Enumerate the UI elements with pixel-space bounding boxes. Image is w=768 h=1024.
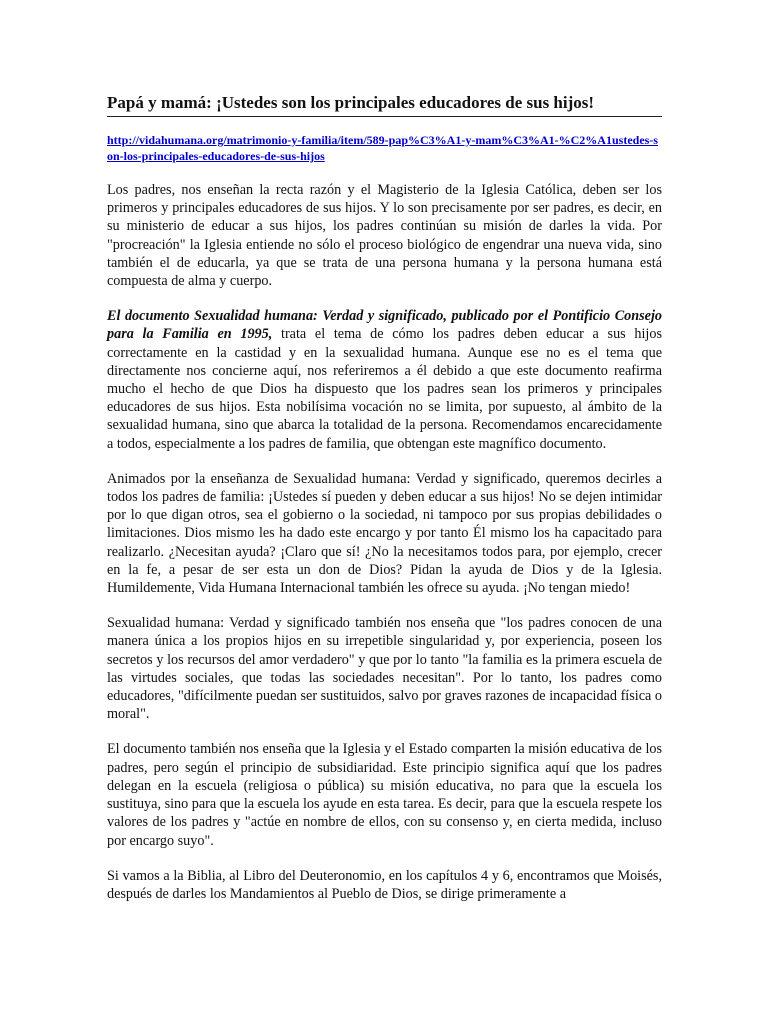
paragraph-1-text: Los padres, nos enseñan la recta razón y el Magisterio de la Iglesia Católica, deben ser los primeros y principales educadores de sus hijos. Y lo son precisamente por ser padres, es decir, en su ministerio de educar a sus hijos, los padres continúan su misión de darles la vida. Por "procreación" la Iglesia entiende no sólo el proceso biológico de engendrar una nueva vida, sino también el de educarla, ya que se trata de una persona humana y la persona humana está compuesta de alma y cuerpo. — [107, 182, 662, 290]
paragraph-2-text: trata el tema de cómo los padres deben educar a sus hijos correctamente en la castidad y en la sexualidad humana. Aunque ese no es el tema que directamente nos concierne aquí, nos referiremos a él debido a que este documento reafirma mucho el hecho de que Dios ha dispuesto que los padres sean los primeros y principales educadores de sus hijos. Esta nobilísima vocación no se limita, por supuesto, al ámbito de la sexualidad humana, sino que abarca la totalidad de la persona. Recomendamos encarecidamente a todos, especialmente a los padres de familia, que obtengan este magnífico documento. — [107, 326, 662, 452]
paragraph-4 — [107, 614, 662, 723]
paragraph-3-text: Animados por la enseñanza de Sexualidad humana: Verdad y significado, queremos decirles a todos los padres de familia: ¡Ustedes sí pueden y deben educar a sus hijos! No se dejen intimidar por lo que digan otros, sea el gobierno o la sociedad, ni tampoco por sus propias debilidades o limitaciones. Dios mismo les ha dado este encargo y por tanto Él mismo los ha capacitado para realizarlo. ¿Necesitan ayuda? ¡Claro que sí! ¿No la necesitamos todos para, por ejemplo, crecer en la fe, a pesar de ser esta un don de Dios? Pidan la ayuda de Dios y de la Iglesia. Humildemente, Vida Humana Internacional también les ofrece su ayuda. ¡No tengan miedo! — [107, 470, 662, 597]
paragraph-2-lead: El documento Sexualidad humana: Verdad y significado, publicado por el Pontificio Consejo para la Familia en 1995, — [107, 308, 662, 343]
paragraph-5-text: El documento también nos enseña que la Iglesia y el Estado comparten la misión educativa de los padres, pero según el principio de subsidiaridad. Este principio significa aquí que los padres delegan en la escuela (religiosa o pública) su misión educativa, no para que la escuela los sustituya, sino para que la escuela los ayude en esta tarea. Es decir, para que la escuela respete los valores de los padres y "actúe en nombre de ellos, con su consenso y, en cierta medida, incluso por encargo suyo". — [107, 741, 662, 849]
paragraph-2 — [107, 307, 662, 453]
source-link[interactable]: http://vidahumana.org/matrimonio-y-familia/item/589-pap%C3%A1-y-mam%C3%A1-%C2%A1ustedes-son-los-principales-educadores-de-sus-hijos — [107, 133, 658, 163]
paragraph-1 — [107, 181, 662, 290]
paragraph-6 — [107, 867, 662, 903]
paragraph-4-text: Sexualidad humana: Verdad y significado también nos enseña que "los padres conocen de una manera única a los propios hijos en su irrepetible singularidad y, por experiencia, poseen los secretos y los recursos del amor verdadero" y que por lo tanto "la familia es la primera escuela de las virtudes sociales, que todas las sociedades necesitan". Por lo tanto, los padres como educadores, "difícilmente puedan ser sustituidos, salvo por graves razones de incapacidad física o moral". — [107, 615, 662, 723]
paragraph-3 — [107, 470, 662, 597]
paragraph-6-text: Si vamos a la Biblia, al Libro del Deuteronomio, en los capítulos 4 y 6, encontramos que Moisés, después de darles los Mandamientos al Pueblo de Dios, se dirige primeramente a — [107, 867, 662, 902]
document-page — [107, 92, 662, 903]
document-title: Papá y mamá: ¡Ustedes son los principales educadores de sus hijos! — [107, 92, 662, 117]
paragraph-5 — [107, 740, 662, 849]
